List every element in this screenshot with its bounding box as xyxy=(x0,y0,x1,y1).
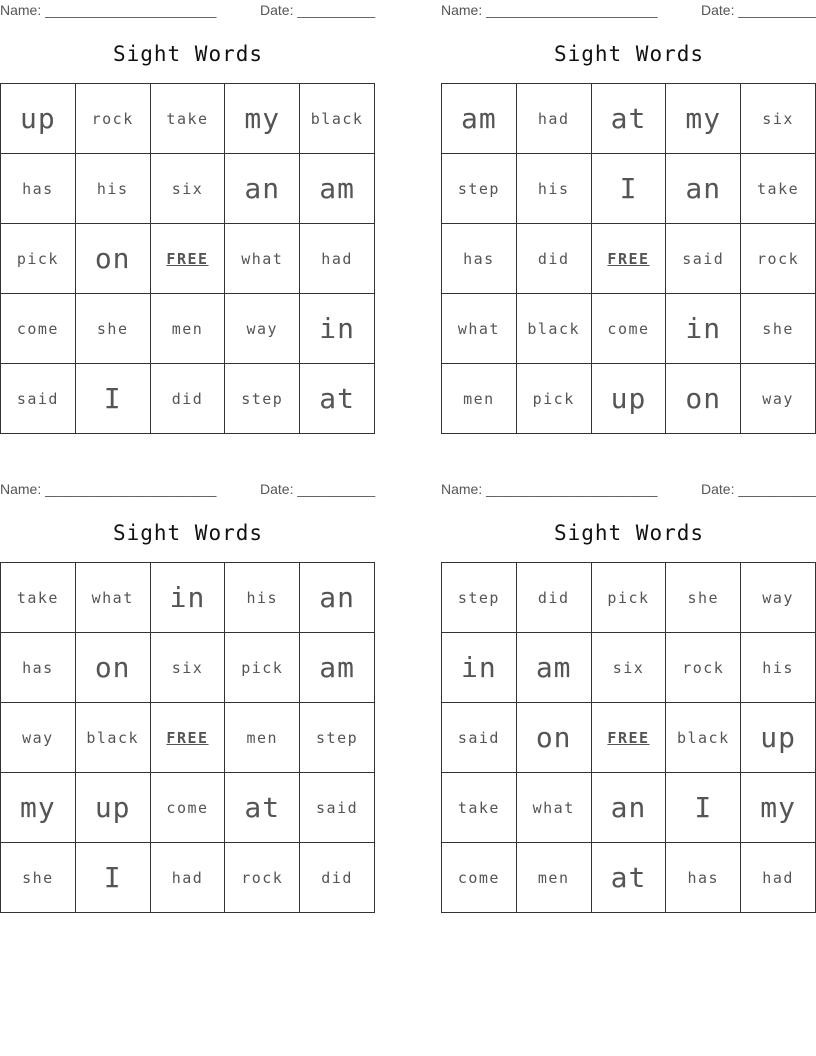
bingo-card xyxy=(441,481,816,921)
word-cell: at xyxy=(225,773,300,843)
word-cell: did xyxy=(151,364,226,434)
word-cell: has xyxy=(1,154,76,224)
date-field-label: Date: __________ xyxy=(260,481,376,497)
free-space-cell: FREE xyxy=(151,703,226,773)
bingo-card xyxy=(0,2,376,442)
word-cell: said xyxy=(300,773,375,843)
word-cell: rock xyxy=(225,843,300,913)
card-title: Sight Words xyxy=(112,42,264,66)
word-cell: up xyxy=(1,84,76,154)
word-cell: did xyxy=(517,563,592,633)
word-cell: my xyxy=(741,773,816,843)
word-cell: men xyxy=(225,703,300,773)
word-cell: black xyxy=(76,703,151,773)
card-header xyxy=(441,481,816,499)
word-cell: in xyxy=(300,294,375,364)
word-cell: six xyxy=(151,633,226,703)
word-cell: up xyxy=(741,703,816,773)
word-cell: pick xyxy=(517,364,592,434)
free-space-cell: FREE xyxy=(592,224,667,294)
word-cell: his xyxy=(76,154,151,224)
word-cell: take xyxy=(741,154,816,224)
word-cell: rock xyxy=(666,633,741,703)
bingo-grid xyxy=(441,83,816,434)
word-cell: step xyxy=(300,703,375,773)
word-cell: black xyxy=(300,84,375,154)
word-cell: pick xyxy=(225,633,300,703)
card-header xyxy=(0,481,376,499)
word-cell: she xyxy=(741,294,816,364)
word-cell: on xyxy=(517,703,592,773)
word-cell: am xyxy=(300,633,375,703)
word-cell: said xyxy=(666,224,741,294)
word-cell: black xyxy=(666,703,741,773)
word-cell: said xyxy=(1,364,76,434)
word-cell: come xyxy=(592,294,667,364)
card-title: Sight Words xyxy=(553,521,705,545)
word-cell: in xyxy=(151,563,226,633)
word-cell: come xyxy=(1,294,76,364)
word-cell: rock xyxy=(76,84,151,154)
word-cell: an xyxy=(225,154,300,224)
word-cell: his xyxy=(225,563,300,633)
word-cell: am xyxy=(442,84,517,154)
name-field-label: Name: ______________________ xyxy=(441,481,658,497)
word-cell: take xyxy=(151,84,226,154)
word-cell: rock xyxy=(741,224,816,294)
word-cell: way xyxy=(741,563,816,633)
card-title: Sight Words xyxy=(112,521,264,545)
word-cell: take xyxy=(442,773,517,843)
date-field-label: Date: __________ xyxy=(260,2,376,18)
free-space-cell: FREE xyxy=(151,224,226,294)
word-cell: men xyxy=(517,843,592,913)
word-cell: she xyxy=(1,843,76,913)
date-field-label: Date: __________ xyxy=(701,2,816,18)
word-cell: at xyxy=(592,84,667,154)
word-cell: had xyxy=(151,843,226,913)
word-cell: take xyxy=(1,563,76,633)
word-cell: at xyxy=(300,364,375,434)
word-cell: am xyxy=(517,633,592,703)
word-cell: up xyxy=(76,773,151,843)
word-cell: had xyxy=(300,224,375,294)
word-cell: way xyxy=(225,294,300,364)
word-cell: has xyxy=(442,224,517,294)
word-cell: his xyxy=(517,154,592,224)
word-cell: on xyxy=(666,364,741,434)
bingo-grid xyxy=(441,562,816,913)
word-cell: I xyxy=(76,364,151,434)
word-cell: what xyxy=(517,773,592,843)
word-cell: said xyxy=(442,703,517,773)
word-cell: pick xyxy=(592,563,667,633)
card-header xyxy=(441,2,816,20)
word-cell: she xyxy=(76,294,151,364)
word-cell: had xyxy=(517,84,592,154)
word-cell: my xyxy=(1,773,76,843)
bingo-card xyxy=(441,2,816,442)
word-cell: pick xyxy=(1,224,76,294)
bingo-grid xyxy=(0,562,375,913)
word-cell: I xyxy=(592,154,667,224)
card-title: Sight Words xyxy=(553,42,705,66)
word-cell: come xyxy=(442,843,517,913)
word-cell: men xyxy=(442,364,517,434)
word-cell: in xyxy=(442,633,517,703)
word-cell: step xyxy=(442,154,517,224)
date-field-label: Date: __________ xyxy=(701,481,816,497)
name-field-label: Name: ______________________ xyxy=(0,481,217,497)
word-cell: men xyxy=(151,294,226,364)
name-field-label: Name: ______________________ xyxy=(0,2,217,18)
word-cell: an xyxy=(300,563,375,633)
word-cell: step xyxy=(225,364,300,434)
word-cell: up xyxy=(592,364,667,434)
free-space-cell: FREE xyxy=(592,703,667,773)
word-cell: way xyxy=(1,703,76,773)
word-cell: what xyxy=(442,294,517,364)
word-cell: I xyxy=(76,843,151,913)
card-header xyxy=(0,2,376,20)
word-cell: in xyxy=(666,294,741,364)
word-cell: come xyxy=(151,773,226,843)
word-cell: she xyxy=(666,563,741,633)
word-cell: has xyxy=(1,633,76,703)
word-cell: at xyxy=(592,843,667,913)
word-cell: his xyxy=(741,633,816,703)
word-cell: an xyxy=(666,154,741,224)
word-cell: way xyxy=(741,364,816,434)
word-cell: step xyxy=(442,563,517,633)
word-cell: what xyxy=(225,224,300,294)
word-cell: six xyxy=(151,154,226,224)
bingo-grid xyxy=(0,83,375,434)
bingo-card xyxy=(0,481,376,921)
word-cell: six xyxy=(741,84,816,154)
word-cell: has xyxy=(666,843,741,913)
word-cell: I xyxy=(666,773,741,843)
word-cell: on xyxy=(76,633,151,703)
word-cell: six xyxy=(592,633,667,703)
word-cell: on xyxy=(76,224,151,294)
word-cell: am xyxy=(300,154,375,224)
word-cell: my xyxy=(225,84,300,154)
name-field-label: Name: ______________________ xyxy=(441,2,658,18)
word-cell: did xyxy=(300,843,375,913)
word-cell: did xyxy=(517,224,592,294)
word-cell: an xyxy=(592,773,667,843)
word-cell: black xyxy=(517,294,592,364)
word-cell: what xyxy=(76,563,151,633)
word-cell: my xyxy=(666,84,741,154)
word-cell: had xyxy=(741,843,816,913)
